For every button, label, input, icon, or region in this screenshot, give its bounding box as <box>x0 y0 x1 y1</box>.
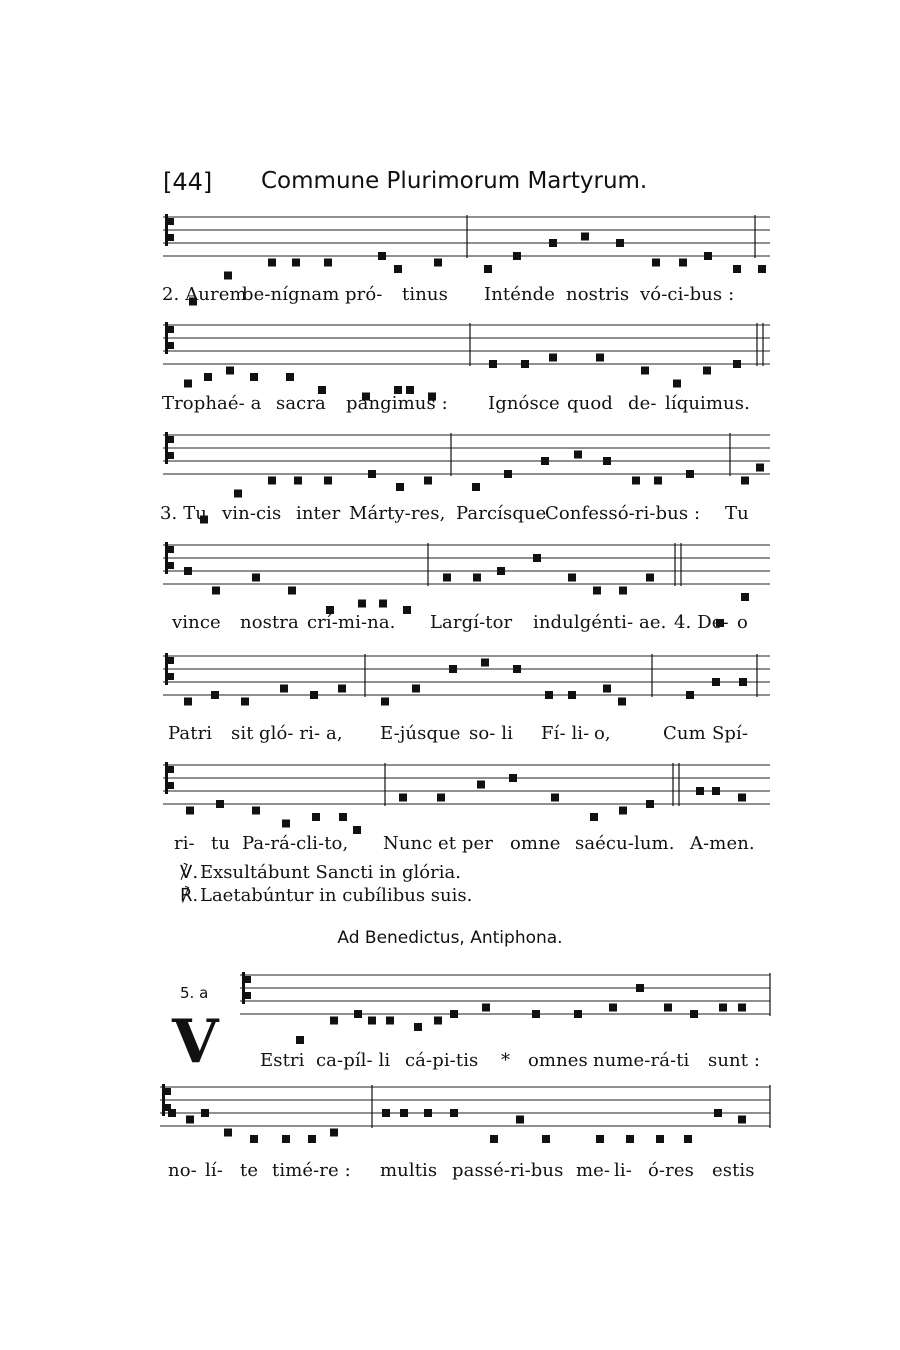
neume <box>268 477 276 485</box>
neume <box>338 685 346 693</box>
neume <box>396 483 404 491</box>
neume <box>490 1135 498 1143</box>
neume <box>738 1116 746 1124</box>
lyric: multis <box>380 1160 438 1181</box>
lyric: 2. Aurem <box>162 284 247 305</box>
lyric: sunt : <box>708 1050 761 1071</box>
clef-icon <box>168 546 174 553</box>
neume <box>250 1135 258 1143</box>
lyric: Márty-res, <box>349 503 446 524</box>
neume <box>758 265 766 273</box>
response-symbol: ℟. <box>180 885 199 906</box>
neume <box>549 239 557 247</box>
clef-icon <box>168 766 174 773</box>
mode-indicator: 5. a <box>180 984 209 1002</box>
neume <box>533 554 541 562</box>
neume <box>211 691 219 699</box>
neume <box>733 265 741 273</box>
neume <box>358 600 366 608</box>
clef-icon <box>168 436 174 443</box>
clef-icon <box>165 762 168 794</box>
neume <box>381 698 389 706</box>
lyric: vó-ci-bus : <box>640 284 735 305</box>
neume <box>482 1004 490 1012</box>
neume <box>286 373 294 381</box>
neume <box>664 1004 672 1012</box>
neume <box>434 259 442 267</box>
lyric: ri- <box>174 833 195 854</box>
clef-icon <box>242 972 245 1004</box>
lyric: pró- <box>345 284 383 305</box>
lyric: A-men. <box>690 833 755 854</box>
neume <box>733 360 741 368</box>
lyric: Confessó-ri-bus : <box>545 503 701 524</box>
neume <box>443 574 451 582</box>
lyric: crí-mi-na. <box>307 612 396 633</box>
neume <box>296 1036 304 1044</box>
neume <box>252 807 260 815</box>
neume <box>568 574 576 582</box>
neume <box>646 574 654 582</box>
lyric: Spí- <box>712 723 749 744</box>
lyric: Tu <box>725 503 749 524</box>
neume <box>545 691 553 699</box>
neume <box>449 665 457 673</box>
neume <box>201 1109 209 1117</box>
lyric: Fí- li- <box>541 723 590 744</box>
clef-icon <box>245 976 251 983</box>
neume <box>618 698 626 706</box>
neume <box>513 252 521 260</box>
neume <box>186 807 194 815</box>
neume <box>204 373 212 381</box>
clef-icon <box>168 342 174 349</box>
neume <box>168 1109 176 1117</box>
neume <box>216 800 224 808</box>
neume <box>312 813 320 821</box>
lyric: de- <box>628 393 657 414</box>
lyric: E-júsque <box>380 723 461 744</box>
neume <box>224 272 232 280</box>
neume <box>403 606 411 614</box>
neume <box>616 239 624 247</box>
neume <box>353 826 361 834</box>
neume <box>282 1135 290 1143</box>
lyric: et per <box>438 833 493 854</box>
lyric: timé-re : <box>272 1160 351 1181</box>
neume <box>450 1010 458 1018</box>
lyric: Largí-tor <box>430 612 513 633</box>
neume <box>400 1109 408 1117</box>
neume <box>481 659 489 667</box>
lyric: Inténde <box>484 284 556 305</box>
lyric: líquimus. <box>665 393 750 414</box>
clef-icon <box>165 653 168 685</box>
neume <box>652 259 660 267</box>
lyric: Pa-rá-cli-to, <box>242 833 349 854</box>
clef-icon <box>168 782 174 789</box>
lyric: omnes <box>528 1050 588 1071</box>
neume <box>241 698 249 706</box>
lyric: ó-res <box>648 1160 694 1181</box>
neume <box>354 1010 362 1018</box>
lyric: no- <box>168 1160 197 1181</box>
neume <box>224 1129 232 1137</box>
page-title: Commune Plurimorum Martyrum. <box>261 168 648 194</box>
neume <box>292 259 300 267</box>
neume <box>603 457 611 465</box>
neume <box>288 587 296 595</box>
lyric: * <box>501 1050 511 1071</box>
neume <box>741 593 749 601</box>
neume <box>399 794 407 802</box>
neume <box>712 678 720 686</box>
lyric: indulgénti- ae. <box>533 612 667 633</box>
neume <box>513 665 521 673</box>
neume <box>280 685 288 693</box>
clef-icon <box>168 326 174 333</box>
neume <box>282 820 290 828</box>
response-text: Laetabúntur in cubílibus suis. <box>200 885 473 906</box>
lyric: sacra <box>276 393 326 414</box>
lyric: ca-píl- li <box>316 1050 391 1071</box>
neume <box>619 587 627 595</box>
neume <box>703 367 711 375</box>
neume <box>473 574 481 582</box>
neume <box>684 1135 692 1143</box>
clef-icon <box>245 992 251 999</box>
lyric: sit <box>231 723 254 744</box>
neume <box>250 373 258 381</box>
neume <box>741 477 749 485</box>
neume <box>542 1135 550 1143</box>
lyric: li- <box>614 1160 632 1181</box>
neume <box>252 574 260 582</box>
neume <box>368 470 376 478</box>
lyric: tinus <box>402 284 448 305</box>
initial-letter: V <box>172 1007 219 1077</box>
neume <box>574 1010 582 1018</box>
lyric: 4. De- <box>674 612 729 633</box>
neume <box>184 567 192 575</box>
lyric: vince <box>172 612 221 633</box>
lyric: estis <box>712 1160 755 1181</box>
neume <box>568 691 576 699</box>
neume <box>368 1017 376 1025</box>
neume <box>212 587 220 595</box>
lyric: nostris <box>566 284 630 305</box>
lyric: nostra <box>240 612 299 633</box>
lyric: quod <box>567 393 613 414</box>
neume <box>619 807 627 815</box>
neume <box>509 774 517 782</box>
lyric: nume-rá-ti <box>593 1050 690 1071</box>
neume <box>596 1135 604 1143</box>
neume <box>603 685 611 693</box>
neume <box>434 1017 442 1025</box>
clef-icon <box>168 657 174 664</box>
clef-icon <box>165 322 168 354</box>
lyric: Parcísque <box>456 503 547 524</box>
lyric: Cum <box>663 723 706 744</box>
lyric: 3. Tu <box>160 503 207 524</box>
lyric: o, <box>594 723 611 744</box>
lyric: so- li <box>469 723 513 744</box>
neume <box>308 1135 316 1143</box>
neume <box>339 813 347 821</box>
neume <box>504 470 512 478</box>
neume <box>472 483 480 491</box>
lyric: lí- <box>205 1160 223 1181</box>
neume <box>477 781 485 789</box>
neume <box>632 477 640 485</box>
versicle-text: Exsultábunt Sancti in glória. <box>200 862 461 883</box>
neume <box>324 477 332 485</box>
lyric: o <box>737 612 748 633</box>
neume <box>484 265 492 273</box>
lyric: vin-cis <box>222 503 282 524</box>
clef-icon <box>165 1088 171 1095</box>
neume <box>497 567 505 575</box>
lyric: be-nígnam <box>242 284 340 305</box>
neume <box>696 787 704 795</box>
neume <box>549 354 557 362</box>
neume <box>437 794 445 802</box>
neume <box>378 252 386 260</box>
response <box>180 885 472 906</box>
neume <box>756 464 764 472</box>
clef-icon <box>165 432 168 464</box>
neume <box>424 1109 432 1117</box>
neume <box>268 259 276 267</box>
neume <box>521 360 529 368</box>
neume <box>414 1023 422 1031</box>
neume <box>646 800 654 808</box>
lyric: pángimus : <box>346 393 448 414</box>
neume <box>330 1017 338 1025</box>
neume <box>516 1116 524 1124</box>
neume <box>686 470 694 478</box>
neume <box>226 367 234 375</box>
lyric: cá-pi-tis <box>405 1050 479 1071</box>
lyric: Patri <box>168 723 213 744</box>
neume <box>184 380 192 388</box>
page-number: [44] <box>163 168 213 196</box>
neume <box>738 794 746 802</box>
clef-icon <box>168 673 174 680</box>
neume <box>712 787 720 795</box>
clef-icon <box>162 1084 165 1116</box>
antiphon-heading: Ad Benedictus, Antiphona. <box>337 928 563 948</box>
lyric: te <box>240 1160 259 1181</box>
clef-icon <box>168 562 174 569</box>
lyric: Estri <box>260 1050 305 1071</box>
neume <box>294 477 302 485</box>
neume <box>394 265 402 273</box>
lyric: Ignósce <box>488 393 560 414</box>
neume <box>379 600 387 608</box>
neume <box>184 698 192 706</box>
clef-icon <box>168 218 174 225</box>
neume <box>641 367 649 375</box>
lyric: saécu-lum. <box>575 833 675 854</box>
versicle <box>180 862 461 883</box>
neume <box>574 451 582 459</box>
neume <box>626 1135 634 1143</box>
neume <box>609 1004 617 1012</box>
neume <box>739 678 747 686</box>
neume <box>186 1116 194 1124</box>
neume <box>673 380 681 388</box>
neume <box>690 1010 698 1018</box>
neume <box>686 691 694 699</box>
neume <box>590 813 598 821</box>
versicle-symbol: ℣. <box>180 862 199 883</box>
lyric: tu <box>211 833 231 854</box>
neume <box>551 794 559 802</box>
clef-icon <box>168 234 174 241</box>
lyric: passé-ri-bus <box>452 1160 564 1181</box>
neume <box>412 685 420 693</box>
neume <box>738 1004 746 1012</box>
lyric: inter <box>296 503 341 524</box>
neume <box>654 477 662 485</box>
neume <box>489 360 497 368</box>
neume <box>310 691 318 699</box>
clef-icon <box>165 214 168 246</box>
neume <box>234 490 242 498</box>
lyric: gló- ri- a, <box>259 723 343 744</box>
lyric: Trophaé- a <box>162 393 262 414</box>
neume <box>424 477 432 485</box>
lyric: Nunc <box>383 833 433 854</box>
neume <box>636 984 644 992</box>
neume <box>719 1004 727 1012</box>
neume <box>714 1109 722 1117</box>
clef-icon <box>168 452 174 459</box>
neume <box>581 233 589 241</box>
neume <box>324 259 332 267</box>
neume <box>593 587 601 595</box>
neume <box>656 1135 664 1143</box>
neume <box>532 1010 540 1018</box>
neume <box>596 354 604 362</box>
lyric: me- <box>576 1160 611 1181</box>
neume <box>382 1109 390 1117</box>
neume <box>704 252 712 260</box>
neume <box>450 1109 458 1117</box>
neume <box>679 259 687 267</box>
clef-icon <box>165 542 168 574</box>
neume <box>541 457 549 465</box>
neume <box>386 1017 394 1025</box>
lyric: omne <box>510 833 561 854</box>
neume <box>330 1129 338 1137</box>
